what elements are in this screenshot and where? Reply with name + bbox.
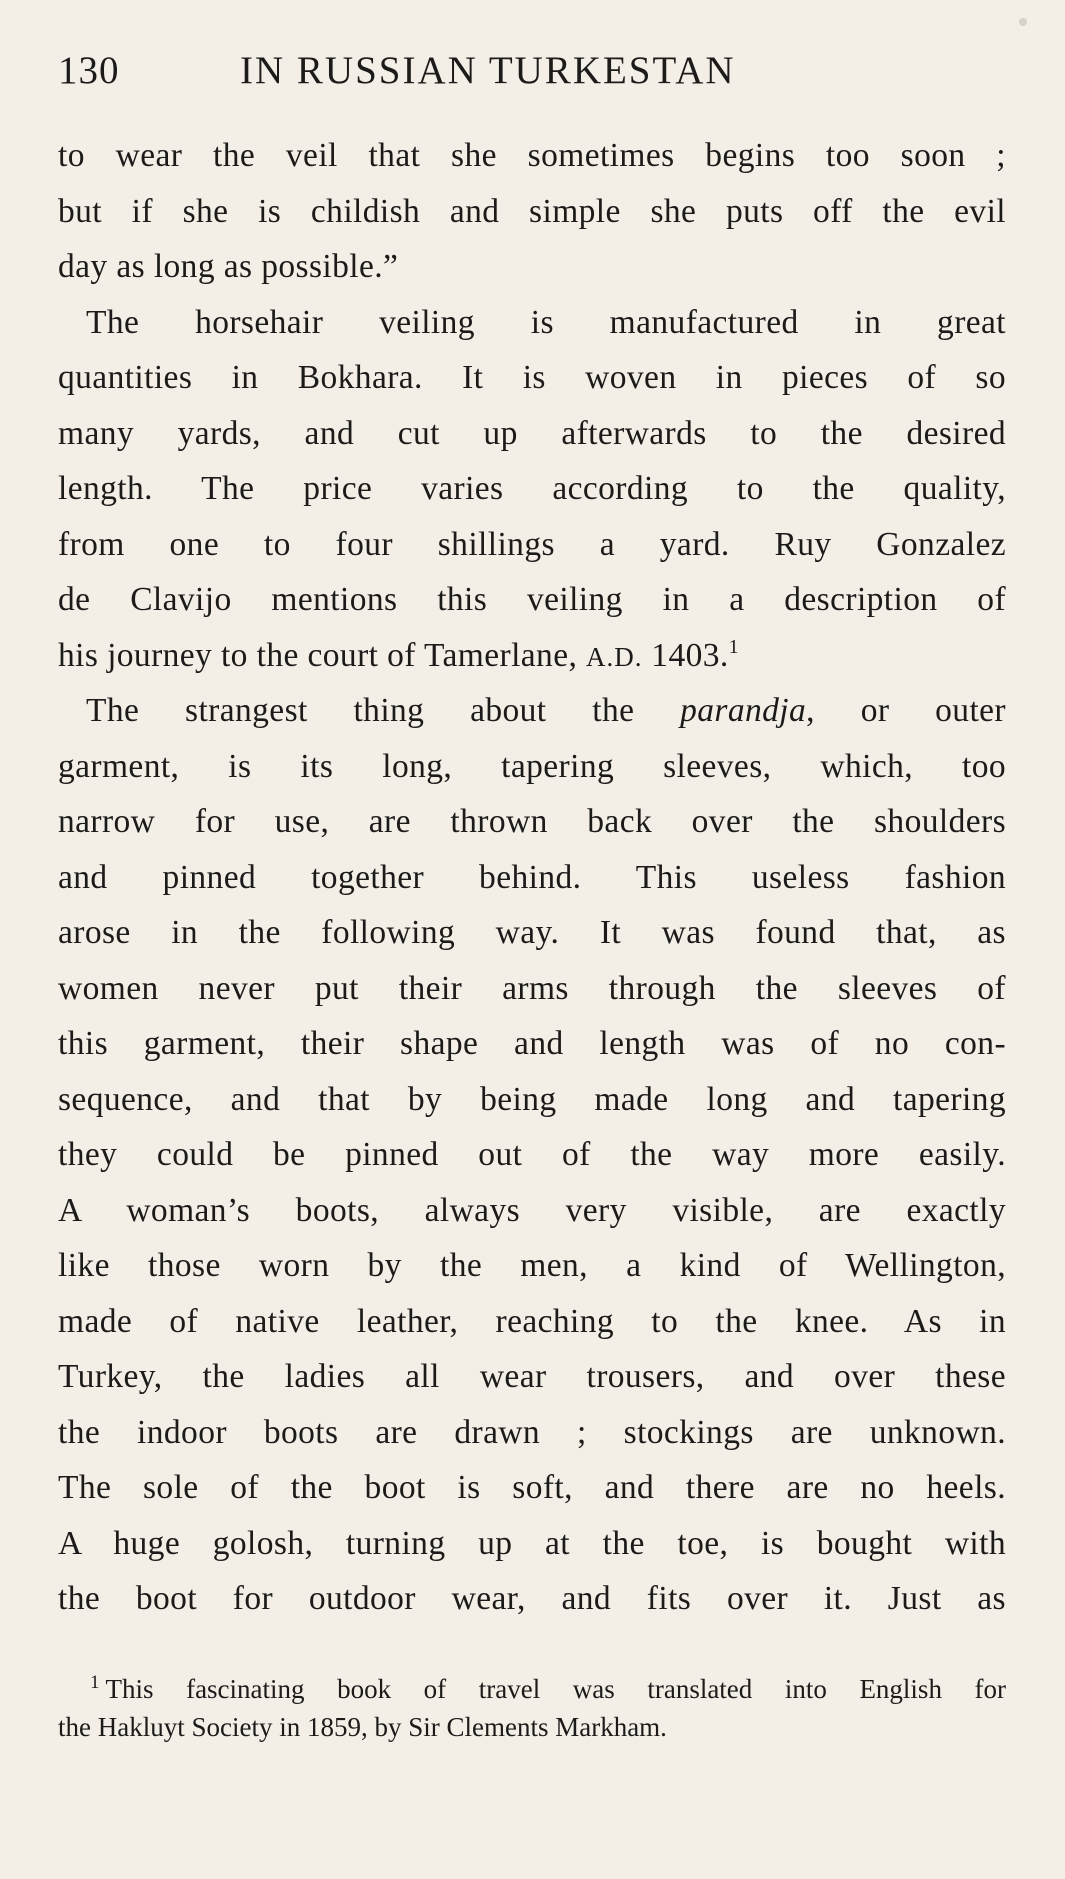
text-line — [58, 683, 1006, 739]
text-line: The horsehair veiling is manufactured in great — [86, 303, 1006, 341]
year-text: 1403. — [642, 636, 729, 674]
text-line: from one to four shillings a yard. Ruy Gonzalez — [58, 525, 1006, 563]
paper-speck — [1019, 18, 1027, 26]
text-line: many yards, and cut up afterwards to the desired — [58, 414, 1006, 452]
footnote-line: the Hakluyt Society in 1859, by Sir Clements Markham. — [58, 1712, 667, 1742]
text-line: and pinned together behind. This useless fashion — [58, 858, 1006, 896]
text-line: sequence, and that by being made long and tapering — [58, 1080, 1006, 1118]
text-line: like those worn by the men, a kind of Wellington, — [58, 1247, 1006, 1284]
footnote-line — [58, 1670, 1006, 1708]
text-line: they could be pinned out of the way more easily. — [58, 1136, 1006, 1173]
text-line: de Clavijo mentions this veiling in a description of — [58, 581, 1006, 618]
footnote — [58, 1670, 1006, 1746]
text-line: length. The price varies according to the quality, — [58, 470, 1006, 507]
text-line: quantities in Bokhara. It is woven in pieces of so — [58, 359, 1006, 396]
text-line: day as long as possible.” — [58, 248, 399, 285]
footnote-text: This fascinating book of travel was translated into English for — [105, 1674, 1006, 1704]
text-line: narrow for use, are thrown back over the shoulders — [58, 803, 1006, 840]
text-line: arose in the following way. It was found that, as — [58, 914, 1006, 951]
page-number: 130 — [58, 49, 120, 92]
footnote-marker: 1 — [90, 1672, 100, 1693]
italic-term: parandja — [680, 692, 807, 729]
text-segment: , or outer — [806, 692, 1006, 729]
text-line — [58, 628, 1006, 684]
running-title: IN RUSSIAN TURKESTAN — [240, 49, 736, 92]
text-line: this garment, their shape and length was of no con- — [58, 1025, 1006, 1062]
text-line: made of native leather, reaching to the knee. As in — [58, 1302, 1006, 1340]
text-line: the indoor boots are drawn ; stockings are unknown. — [58, 1413, 1006, 1451]
text-line: A woman’s boots, always very visible, are exactly — [58, 1191, 1006, 1229]
era-abbreviation: A.D. — [586, 641, 643, 672]
body-text — [58, 128, 1006, 1627]
footnote-reference: 1 — [728, 635, 740, 658]
text-line: Turkey, the ladies all wear trousers, and over these — [58, 1358, 1006, 1395]
text-line: A huge golosh, turning up at the toe, is bought with — [58, 1524, 1006, 1562]
text-line: but if she is childish and simple she puts off the evil — [58, 192, 1006, 230]
text-segment: The strangest thing about the — [86, 692, 681, 729]
text-line: the boot for outdoor wear, and fits over it. Just as — [58, 1580, 1006, 1617]
text-line: women never put their arms through the sleeves of — [58, 969, 1006, 1007]
page-header — [58, 48, 1008, 108]
text-segment: his journey to the court of Tamerlane, — [58, 636, 587, 674]
text-line: garment, is its long, tapering sleeves, which, too — [58, 747, 1006, 785]
text-line: The sole of the boot is soft, and there are no heels. — [58, 1469, 1006, 1506]
text-line: to wear the veil that she sometimes begins too soon ; — [58, 137, 1006, 174]
